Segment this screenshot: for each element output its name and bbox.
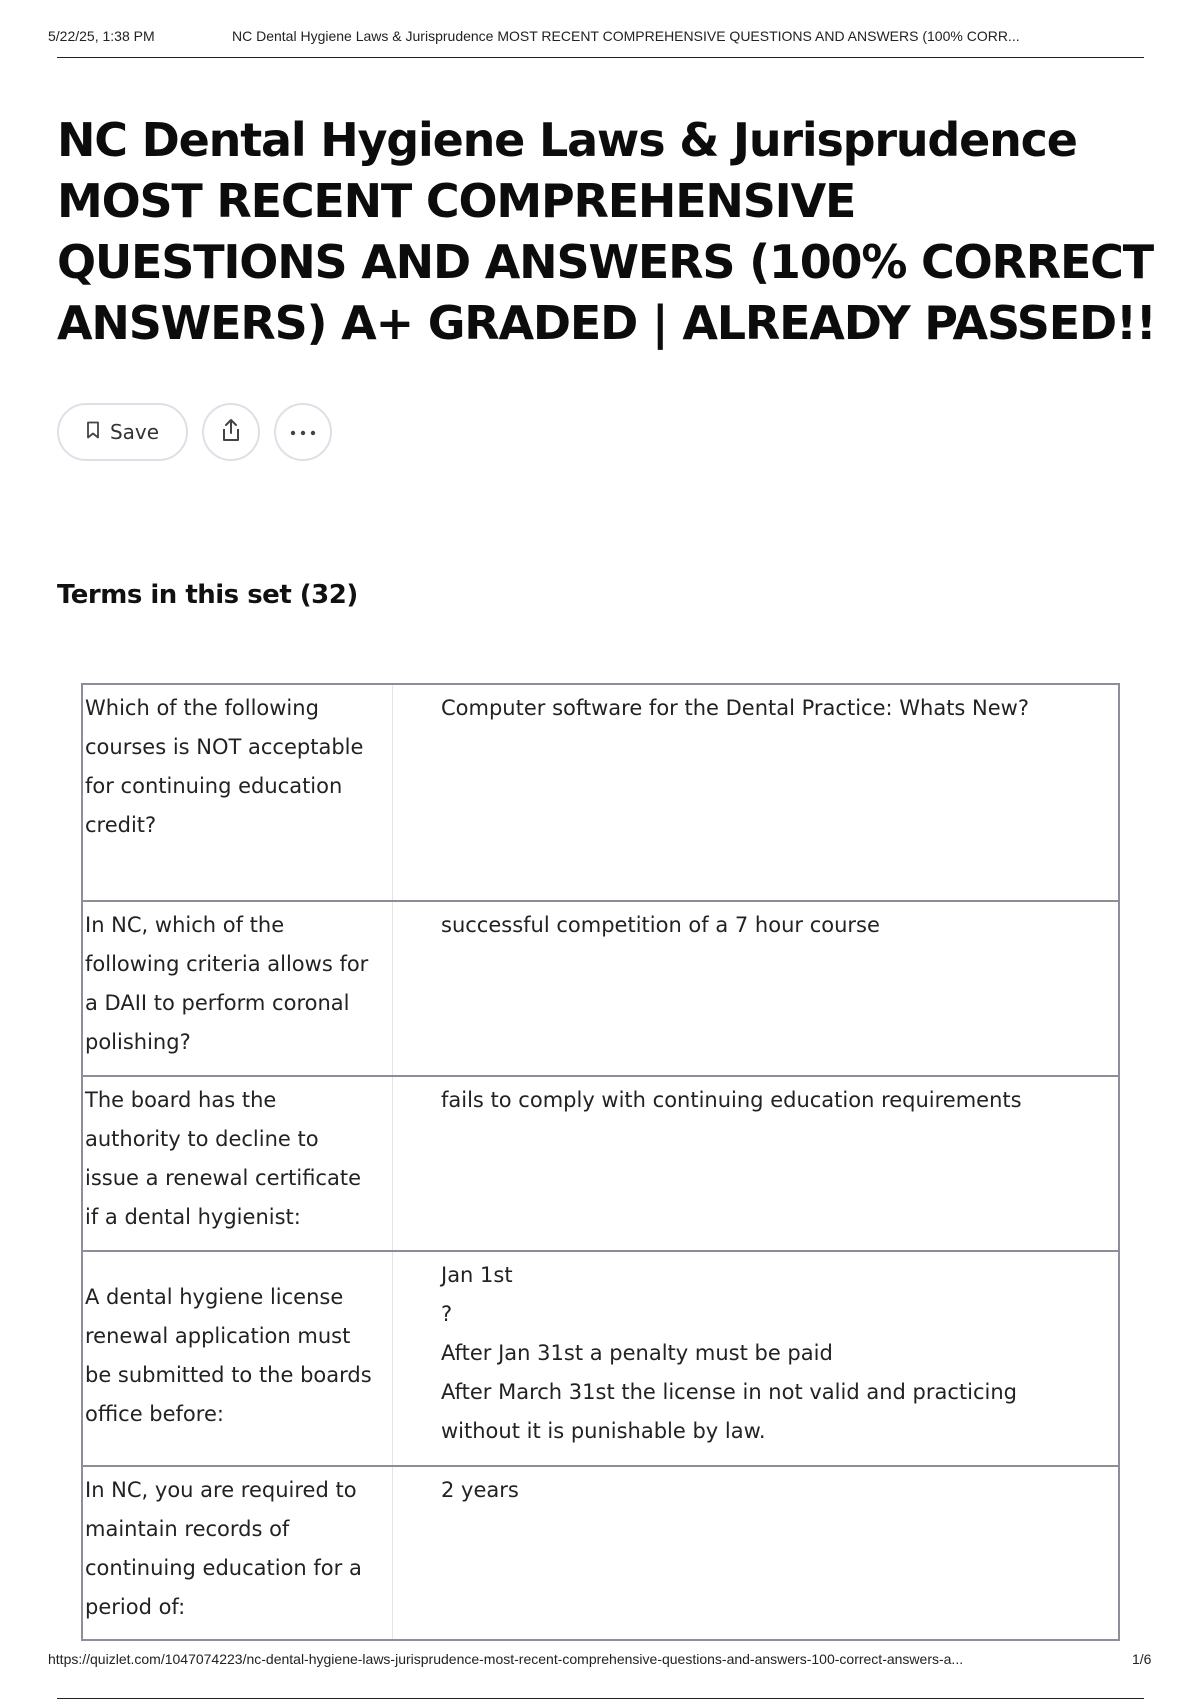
term-row — [81, 1075, 1120, 1250]
header-divider — [57, 57, 1144, 58]
term-answer — [393, 902, 1118, 1075]
answer-line: After Jan 31st a penalty must be paid — [441, 1341, 833, 1365]
answer-line: 2 years — [441, 1478, 519, 1502]
save-button[interactable] — [57, 403, 188, 461]
term-row — [81, 900, 1120, 1075]
term-question: A dental hygiene license renewal application must be submitted to the boards office before: — [83, 1252, 393, 1465]
term-answer — [393, 685, 1118, 900]
share-icon — [219, 417, 243, 447]
term-question: In NC, you are required to maintain records of continuing education for a period of: — [83, 1467, 393, 1639]
print-header — [48, 28, 1144, 44]
print-url: https://quizlet.com/1047074223/nc-dental-hygiene-laws-jurisprudence-most-recent-comprehensive-questions-and-answers-100-correct-answers-a... — [48, 1651, 964, 1667]
answer-line: fails to comply with continuing education requirements — [441, 1088, 1022, 1112]
save-label: Save — [109, 420, 160, 444]
page-title: NC Dental Hygiene Laws & Jurisprudence MOST RECENT COMPREHENSIVE QUESTIONS AND ANSWERS (100% CORRECT ANSWERS) A+ GRADED | ALREADY PASSED!! — [57, 113, 1156, 350]
terms-heading: Terms in this set (32) — [57, 580, 358, 610]
answer-line: Computer software for the Dental Practice: Whats New? — [441, 696, 1029, 720]
share-button[interactable] — [202, 403, 260, 461]
term-answer — [393, 1252, 1118, 1465]
action-bar — [57, 403, 332, 461]
term-question: Which of the following courses is NOT acceptable for continuing education credit? — [83, 685, 393, 900]
answer-line: Jan 1st — [441, 1263, 513, 1287]
term-row — [81, 1250, 1120, 1465]
term-row — [81, 683, 1120, 900]
page-indicator: 1/6 — [1132, 1651, 1152, 1667]
term-answer — [393, 1077, 1118, 1250]
term-question: The board has the authority to decline to issue a renewal certificate if a dental hygienist: — [83, 1077, 393, 1250]
more-options-button[interactable] — [274, 403, 332, 461]
answer-line: After March 31st the license in not valid and practicing without it is punishable by law. — [441, 1380, 1017, 1443]
print-datetime: 5/22/25, 1:38 PM — [48, 28, 155, 44]
term-answer — [393, 1467, 1118, 1639]
terms-list — [81, 683, 1120, 1641]
term-question: In NC, which of the following criteria allows for a DAII to perform coronal polishing? — [83, 902, 393, 1075]
more-icon — [290, 425, 316, 440]
bookmark-icon — [86, 420, 100, 444]
print-footer — [48, 1651, 1152, 1667]
answer-line: successful competition of a 7 hour course — [441, 913, 880, 937]
term-row — [81, 1465, 1120, 1641]
print-doc-title: NC Dental Hygiene Laws & Jurisprudence MOST RECENT COMPREHENSIVE QUESTIONS AND ANSWERS (100% CORR... — [232, 28, 1020, 44]
answer-line: ? — [441, 1302, 453, 1326]
footer-divider — [57, 1698, 1144, 1699]
